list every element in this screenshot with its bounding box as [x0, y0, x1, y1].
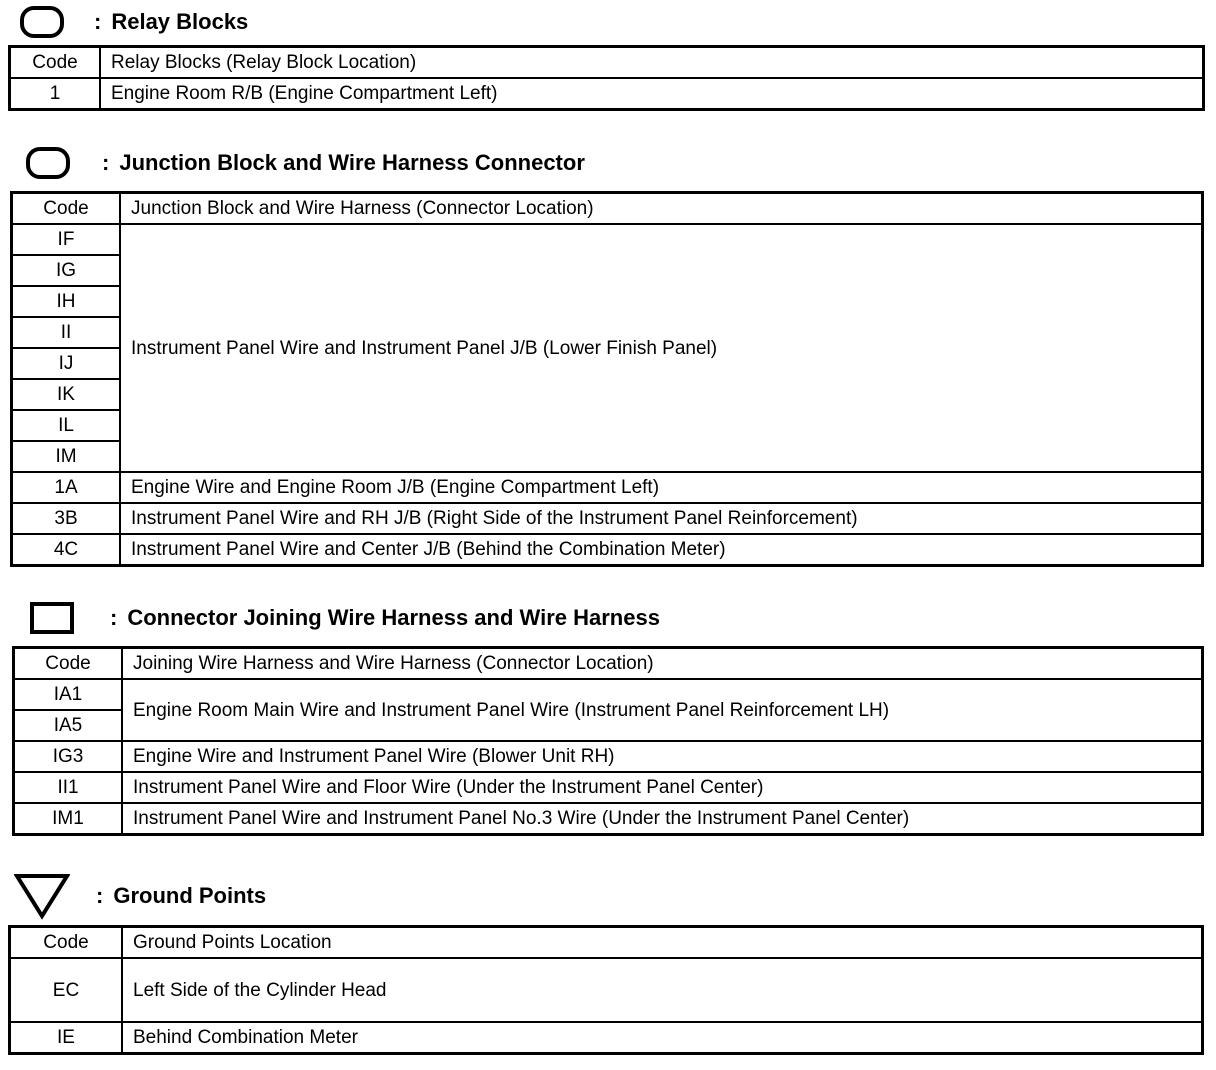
- location-cell: Instrument Panel Wire and Instrument Panel No.3 Wire (Under the Instrument Panel Center): [122, 803, 1203, 835]
- code-header: Code: [10, 927, 123, 959]
- junction-block-heading: [26, 147, 585, 179]
- code-cell: IF: [12, 224, 121, 255]
- oval-icon: [20, 6, 64, 38]
- location-cell: Engine Wire and Engine Room J/B (Engine Compartment Left): [120, 472, 1203, 503]
- connector-joining-table: [12, 646, 1204, 836]
- connector-joining-heading: [30, 602, 660, 634]
- location-header: Ground Points Location: [122, 927, 1203, 959]
- table-header-row: [14, 648, 1203, 680]
- heading-colon: :: [94, 9, 102, 34]
- code-cell: IG: [12, 255, 121, 286]
- section-title: Junction Block and Wire Harness Connector: [119, 150, 585, 175]
- table-row: [12, 472, 1203, 503]
- location-header: Joining Wire Harness and Wire Harness (Connector Location): [122, 648, 1203, 680]
- location-cell: Behind Combination Meter: [122, 1022, 1203, 1054]
- code-header: Code: [12, 193, 121, 225]
- table-row: [12, 224, 1203, 255]
- location-cell: Left Side of the Cylinder Head: [122, 958, 1203, 1022]
- code-cell: IJ: [12, 348, 121, 379]
- oval-icon: [26, 147, 70, 179]
- table-header-row: [10, 927, 1203, 959]
- code-cell: IA5: [14, 710, 123, 741]
- relay-blocks-heading: [20, 6, 248, 38]
- location-cell: Engine Room Main Wire and Instrument Panel Wire (Instrument Panel Reinforcement LH): [122, 679, 1203, 741]
- table-row: [12, 534, 1203, 566]
- code-cell: 4C: [12, 534, 121, 566]
- section-title: Ground Points: [113, 883, 267, 908]
- code-cell: IG3: [14, 741, 123, 772]
- table-header-row: [12, 193, 1203, 225]
- table-row: [10, 1022, 1203, 1054]
- code-cell: II1: [14, 772, 123, 803]
- location-cell: Instrument Panel Wire and Center J/B (Behind the Combination Meter): [120, 534, 1203, 566]
- table-row: [14, 679, 1203, 710]
- code-header: Code: [10, 47, 101, 79]
- code-cell: 3B: [12, 503, 121, 534]
- heading-colon: :: [110, 605, 118, 630]
- code-cell: IM: [12, 441, 121, 472]
- code-cell: IH: [12, 286, 121, 317]
- section-title: Relay Blocks: [111, 9, 249, 34]
- table-header-row: [10, 47, 1204, 79]
- table-row: [10, 78, 1204, 110]
- table-row: [14, 803, 1203, 835]
- table-row: [12, 503, 1203, 534]
- heading-colon: :: [96, 883, 104, 908]
- location-cell: Instrument Panel Wire and RH J/B (Right Side of the Instrument Panel Reinforcement): [120, 503, 1203, 534]
- junction-block-table: [10, 191, 1204, 567]
- code-header: Code: [14, 648, 123, 680]
- location-cell: Instrument Panel Wire and Instrument Panel J/B (Lower Finish Panel): [120, 224, 1203, 472]
- code-cell: II: [12, 317, 121, 348]
- code-cell: IM1: [14, 803, 123, 835]
- code-cell: IE: [10, 1022, 123, 1054]
- table-row: [14, 772, 1203, 803]
- triangle-icon: [14, 872, 70, 920]
- location-cell: Engine Room R/B (Engine Compartment Left): [100, 78, 1204, 110]
- location-header: Relay Blocks (Relay Block Location): [100, 47, 1204, 79]
- relay-blocks-table: [8, 45, 1205, 111]
- ground-points-heading: [14, 872, 266, 920]
- location-header: Junction Block and Wire Harness (Connector Location): [120, 193, 1203, 225]
- ground-points-table: [8, 925, 1204, 1055]
- code-cell: 1A: [12, 472, 121, 503]
- rectangle-icon: [30, 602, 74, 634]
- heading-colon: :: [102, 150, 110, 175]
- code-cell: 1: [10, 78, 101, 110]
- section-title: Connector Joining Wire Harness and Wire Harness: [127, 605, 660, 630]
- table-row: [14, 741, 1203, 772]
- table-row: [10, 958, 1203, 1022]
- location-cell: Engine Wire and Instrument Panel Wire (Blower Unit RH): [122, 741, 1203, 772]
- code-cell: IK: [12, 379, 121, 410]
- code-cell: IL: [12, 410, 121, 441]
- code-cell: IA1: [14, 679, 123, 710]
- location-cell: Instrument Panel Wire and Floor Wire (Under the Instrument Panel Center): [122, 772, 1203, 803]
- code-cell: EC: [10, 958, 123, 1022]
